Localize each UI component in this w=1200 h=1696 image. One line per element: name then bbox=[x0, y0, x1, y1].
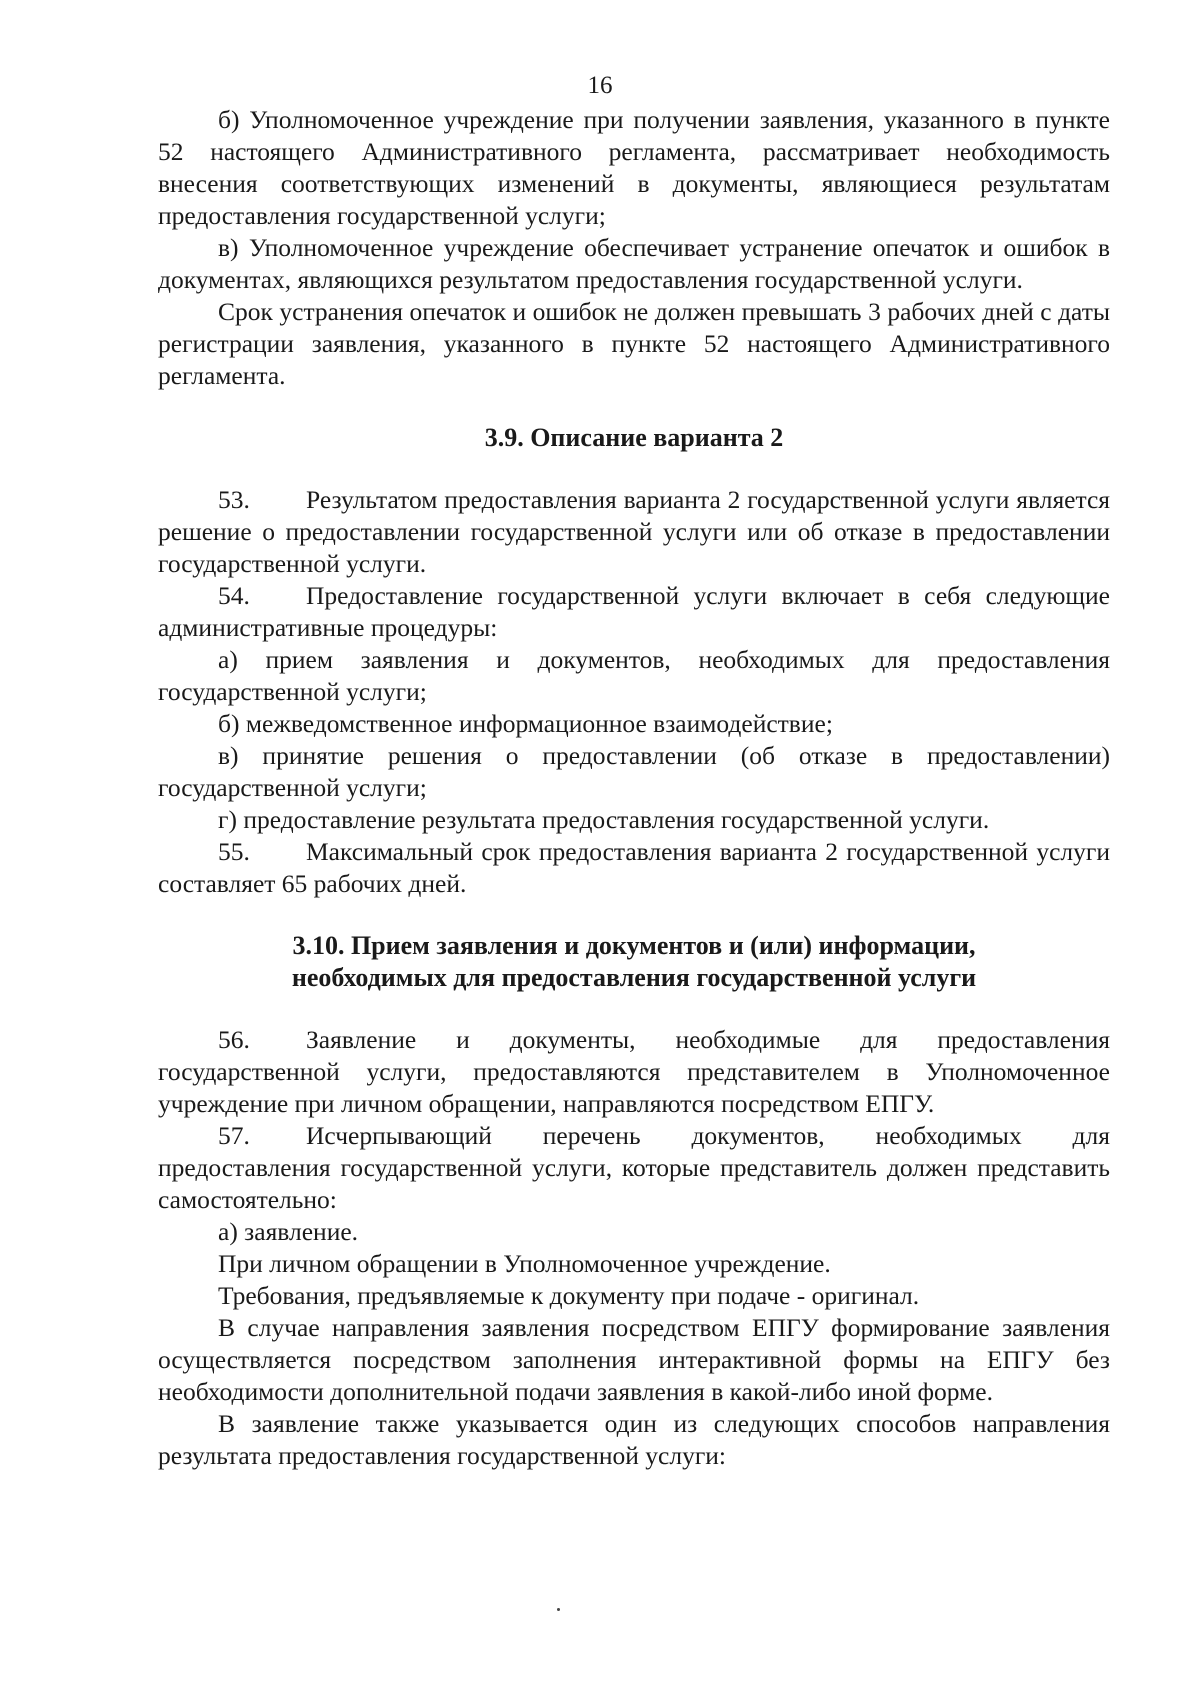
paragraph-number: 56. bbox=[218, 1025, 250, 1054]
paragraph-correction-deadline: Срок устранения опечаток и ошибок не должен превышать 3 рабочих дней с даты регистрации заявления, указанного в пункте 52 настоящего Административного регламента. bbox=[158, 297, 1110, 390]
section-heading-3-10-line1: 3.10. Прием заявления и документов и (или) информации, bbox=[292, 931, 976, 960]
paragraph-personal-visit: При личном обращении в Уполномоченное учреждение. bbox=[218, 1249, 831, 1278]
paragraph-b-authorized-institution: б) Уполномоченное учреждение при получении заявления, указанного в пункте 52 настоящего Административного регламента, рассматривает необходимость внесения соответствующих изменений в документы, являющиеся результатам предоставления государственной услуги; bbox=[158, 105, 1110, 230]
page-number: 16 bbox=[587, 72, 613, 99]
paragraph-57 bbox=[158, 1120, 1110, 1216]
paragraph-number: 57. bbox=[218, 1121, 250, 1150]
paragraph-55 bbox=[158, 836, 1110, 900]
paragraph-text: Максимальный срок предоставления варианта 2 государственной услуги составляет 65 рабочих дней. bbox=[158, 837, 1110, 898]
scan-speck bbox=[557, 1608, 560, 1611]
paragraph-text: Предоставление государственной услуги включает в себя следующие административные процедуры: bbox=[158, 581, 1110, 642]
paragraph-number: 53. bbox=[218, 485, 250, 514]
list-item-v: в) принятие решения о предоставлении (об отказе в предоставлении) государственной услуги; bbox=[158, 741, 1110, 802]
list-item-a-application: а) заявление. bbox=[218, 1217, 359, 1246]
paragraph-number: 55. bbox=[218, 837, 250, 866]
paragraph-56 bbox=[158, 1024, 1110, 1120]
paragraph-v-authorized-institution: в) Уполномоченное учреждение обеспечивает устранение опечаток и ошибок в документах, являющихся результатом предоставления государственной услуги. bbox=[158, 233, 1110, 294]
paragraph-53 bbox=[158, 484, 1110, 580]
section-heading-3-9: 3.9. Описание варианта 2 bbox=[484, 423, 784, 452]
section-heading-3-10-line2: необходимых для предоставления государственной услуги bbox=[291, 963, 977, 992]
paragraph-requirements: Требования, предъявляемые к документу при подаче - оригинал. bbox=[218, 1281, 920, 1310]
list-item-a: а) прием заявления и документов, необходимых для предоставления государственной услуги; bbox=[158, 645, 1110, 706]
paragraph-text: Заявление и документы, необходимые для предоставления государственной услуги, предоставляются представителем в Уполномоченное учреждение при личном обращении, направляются посредством ЕПГУ. bbox=[158, 1025, 1110, 1118]
list-item-b: б) межведомственное информационное взаимодействие; bbox=[218, 709, 833, 738]
paragraph-number: 54. bbox=[218, 581, 250, 610]
list-item-g: г) предоставление результата предоставления государственной услуги. bbox=[218, 805, 990, 834]
paragraph-result-delivery-methods: В заявление также указывается один из следующих способов направления результата предоставления государственной услуги: bbox=[158, 1409, 1110, 1470]
paragraph-epgu-submission: В случае направления заявления посредством ЕПГУ формирование заявления осуществляется посредством заполнения интерактивной формы на ЕПГУ без необходимости дополнительной подачи заявления в какой-либо иной форме. bbox=[158, 1313, 1110, 1406]
paragraph-text: Результатом предоставления варианта 2 государственной услуги является решение о предоставлении государственной услуги или об отказе в предоставлении государственной услуги. bbox=[158, 485, 1110, 578]
section-heading-3-10 bbox=[158, 930, 1110, 994]
paragraph-text: Исчерпывающий перечень документов, необходимых для предоставления государственной услуги, которые представитель должен представить самостоятельно: bbox=[158, 1121, 1110, 1214]
document-body bbox=[158, 104, 1110, 1472]
paragraph-54 bbox=[158, 580, 1110, 644]
